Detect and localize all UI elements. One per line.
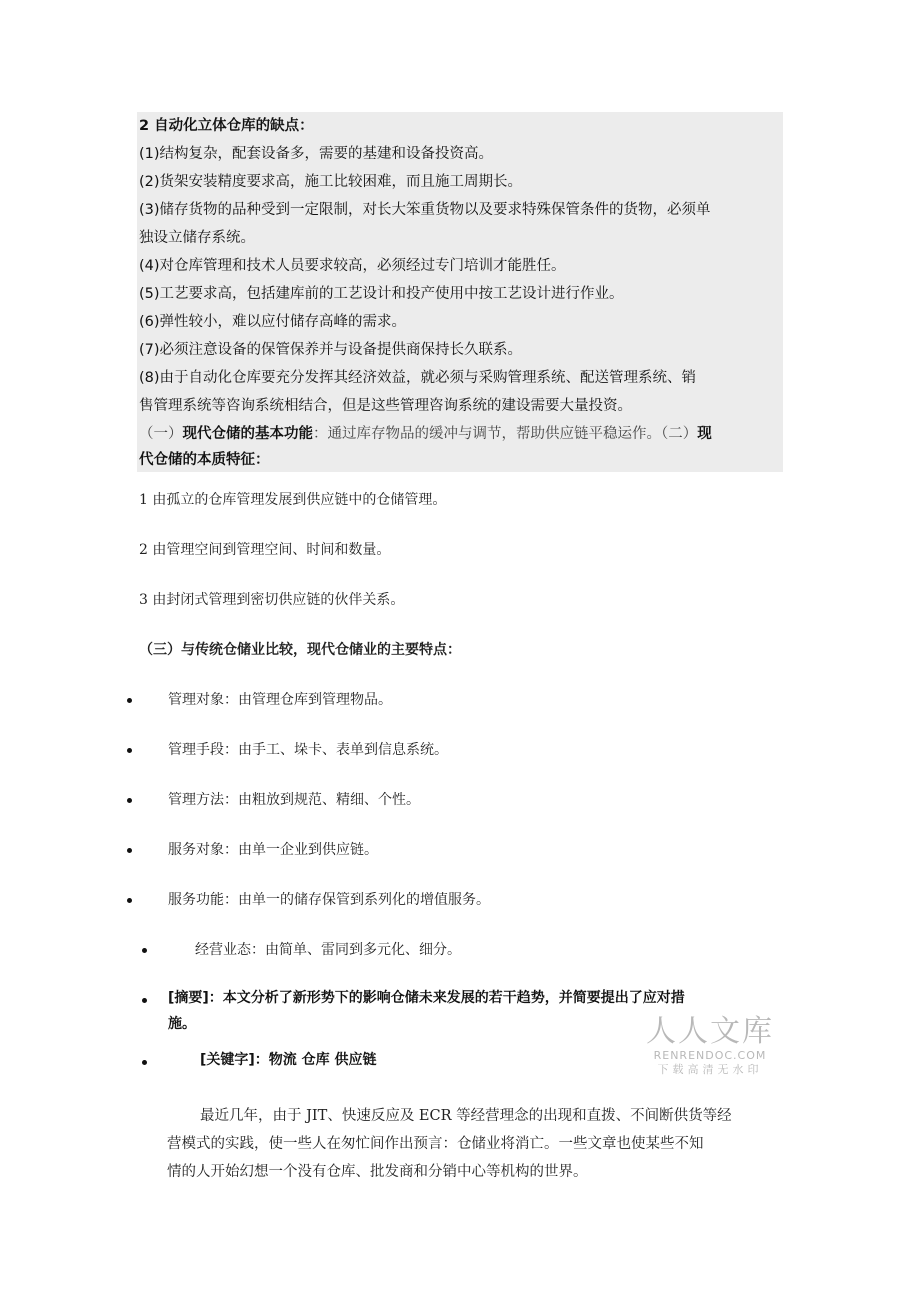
disadvantage-item-1: (1)结构复杂，配套设备多，需要的基建和设备投资高。 xyxy=(139,146,494,162)
functions-prefix: （一） xyxy=(139,426,183,442)
bullet-dot xyxy=(142,998,147,1003)
feature-item-1: 管理对象：由管理仓库到管理物品。 xyxy=(168,692,392,708)
functions-tail: 现 xyxy=(697,426,712,442)
disadvantage-item-2: (2)货架安装精度要求高，施工比较困难，而且施工周期长。 xyxy=(139,174,523,190)
watermark-url: RENRENDOC.COM xyxy=(653,1049,767,1062)
nature-item-2: 2 由管理空间到管理空间、时间和数量。 xyxy=(139,542,391,558)
body-paragraph-line-1: 最近几年，由于 JIT、快速反应及 ECR 等经营理念的出现和直拨、不间断供货等经 xyxy=(200,1108,732,1124)
disadvantage-item-3: (3)储存货物的品种受到一定限制，对长大笨重货物以及要求特殊保管条件的货物，必须单 xyxy=(139,202,711,218)
feature-item-5: 服务功能：由单一的储存保管到系列化的增值服务。 xyxy=(168,892,490,908)
watermark-subtitle: 下载高清无水印 xyxy=(657,1063,763,1076)
disadvantages-heading: 2 自动化立体仓库的缺点： xyxy=(139,118,314,134)
bullet-dot xyxy=(142,1060,147,1065)
feature-item-2: 管理手段：由手工、垛卡、表单到信息系统。 xyxy=(168,742,448,758)
disadvantage-item-5: (5)工艺要求高，包括建库前的工艺设计和投产使用中按工艺设计进行作业。 xyxy=(139,286,624,302)
bullet-dot xyxy=(127,798,132,803)
nature-item-1: 1 由孤立的仓库管理发展到供应链中的仓储管理。 xyxy=(139,492,447,508)
watermark-logo xyxy=(645,1015,775,1077)
functions-text: ：通过库存物品的缓冲与调节，帮助供应链平稳运作。（二） xyxy=(313,426,698,442)
feature-item-3: 管理方法：由粗放到规范、精细、个性。 xyxy=(168,792,420,808)
bullet-dot xyxy=(127,698,132,703)
abstract-line-2: 施。 xyxy=(168,1016,196,1032)
watermark-title: 人人文库 xyxy=(646,1014,774,1049)
disadvantage-item-8: (8)由于自动化仓库要充分发挥其经济效益，就必须与采购管理系统、配送管理系统、销 xyxy=(139,370,697,386)
abstract-line-1: [摘要]：本文分析了新形势下的影响仓储未来发展的若干趋势，并简要提出了应对措 xyxy=(168,990,685,1006)
disadvantage-item-7: (7)必须注意设备的保管保养并与设备提供商保持长久联系。 xyxy=(139,342,523,358)
bullet-dot xyxy=(142,948,147,953)
functions-label: 现代仓储的基本功能 xyxy=(182,426,313,442)
bullet-dot xyxy=(127,848,132,853)
feature-item-4: 服务对象：由单一企业到供应链。 xyxy=(168,842,378,858)
body-paragraph-line-2: 营模式的实践，使一些人在匆忙间作出预言：仓储业将消亡。一些文章也使某些不知 xyxy=(167,1136,704,1152)
disadvantage-item-6: (6)弹性较小，难以应付储存高峰的需求。 xyxy=(139,314,407,330)
bullet-dot xyxy=(127,748,132,753)
comparison-heading: （三）与传统仓储业比较，现代仓储业的主要特点： xyxy=(139,642,461,658)
nature-heading: 代仓储的本质特征： xyxy=(139,452,270,468)
disadvantage-item-3-cont: 独设立储存系统。 xyxy=(139,230,255,246)
feature-item-6: 经营业态：由简单、雷同到多元化、细分。 xyxy=(195,942,461,958)
disadvantage-item-4: (4)对仓库管理和技术人员要求较高，必须经过专门培训才能胜任。 xyxy=(139,258,566,274)
functions-line xyxy=(139,424,712,444)
body-paragraph-line-3: 情的人开始幻想一个没有仓库、批发商和分销中心等机构的世界。 xyxy=(167,1164,588,1180)
keywords-line: [关键字]：物流 仓库 供应链 xyxy=(200,1052,377,1068)
bullet-dot xyxy=(127,898,132,903)
nature-item-3: 3 由封闭式管理到密切供应链的伙伴关系。 xyxy=(139,592,405,608)
disadvantage-item-8-cont: 售管理系统等咨询系统相结合，但是这些管理咨询系统的建设需要大量投资。 xyxy=(139,398,632,414)
